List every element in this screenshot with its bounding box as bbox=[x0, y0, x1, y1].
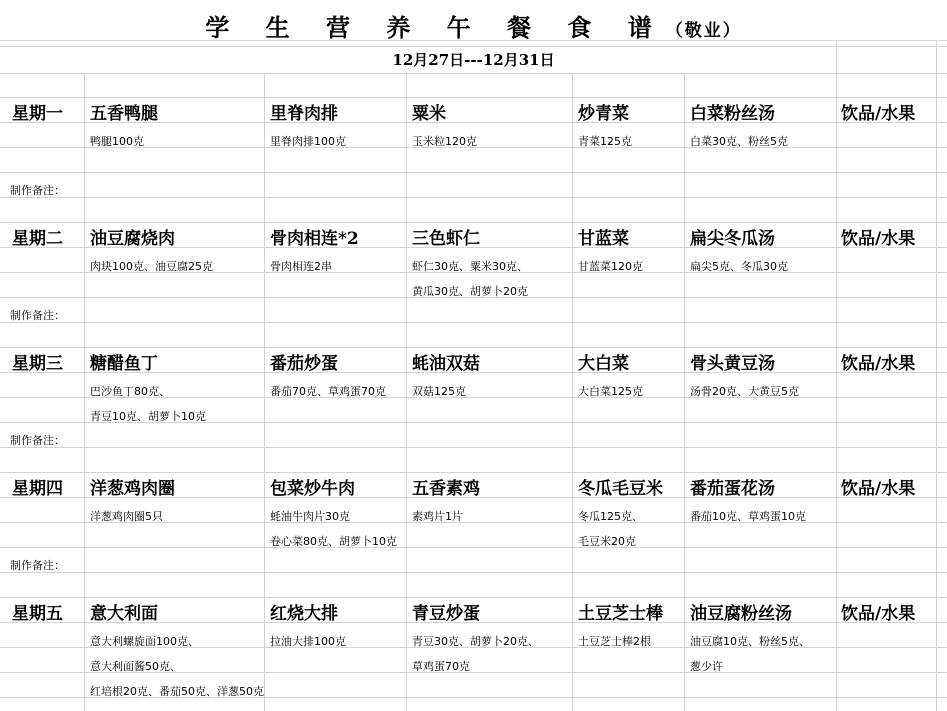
dish-ingredients: 骨肉相连2串 bbox=[270, 260, 332, 273]
day-label-thu: 星期四 bbox=[12, 479, 63, 499]
dish-ingredients: 青豆30克、胡萝卜20克、 bbox=[412, 635, 539, 648]
dish-name: 饮品/水果 bbox=[841, 354, 916, 374]
grid-line bbox=[84, 73, 85, 711]
grid-line bbox=[0, 97, 947, 98]
grid-line bbox=[0, 46, 947, 47]
dish-name: 油豆腐烧肉 bbox=[90, 229, 175, 249]
grid-line bbox=[0, 73, 947, 74]
dish-name: 扁尖冬瓜汤 bbox=[690, 229, 775, 249]
page-title bbox=[0, 8, 947, 43]
dish-name: 炒青菜 bbox=[578, 104, 629, 124]
grid-line bbox=[264, 73, 265, 711]
dish-ingredients: 素鸡片1片 bbox=[412, 510, 463, 523]
dish-ingredients: 青豆10克、胡萝卜10克 bbox=[90, 410, 206, 423]
production-note-label: 制作备注： bbox=[10, 559, 65, 572]
grid-line bbox=[684, 73, 685, 711]
dish-name: 饮品/水果 bbox=[841, 104, 916, 124]
dish-ingredients: 葱少许 bbox=[690, 660, 723, 673]
dish-ingredients: 巴沙鱼丁80克、 bbox=[90, 385, 170, 398]
grid-line bbox=[0, 597, 947, 598]
dish-name: 甘蓝菜 bbox=[578, 229, 629, 249]
dish-name: 粟米 bbox=[412, 104, 446, 124]
dish-name: 包菜炒牛肉 bbox=[270, 479, 355, 499]
dish-ingredients: 油豆腐10克、粉丝5克、 bbox=[690, 635, 810, 648]
dish-ingredients: 意大利螺旋面100克、 bbox=[90, 635, 199, 648]
title-subtitle: （敬业） bbox=[665, 21, 742, 41]
grid-line bbox=[0, 322, 947, 323]
dish-ingredients: 红培根20克、番茄50克、洋葱50克 bbox=[90, 685, 264, 698]
grid-line bbox=[0, 222, 947, 223]
dish-ingredients: 洋葱鸡肉圈5只 bbox=[90, 510, 163, 523]
dish-name: 糖醋鱼丁 bbox=[90, 354, 158, 374]
dish-ingredients: 草鸡蛋70克 bbox=[412, 660, 470, 673]
dish-name: 白菜粉丝汤 bbox=[690, 104, 775, 124]
dish-ingredients: 青菜125克 bbox=[578, 135, 632, 148]
dish-ingredients: 意大利面酱50克、 bbox=[90, 660, 181, 673]
dish-name: 洋葱鸡肉圈 bbox=[90, 479, 175, 499]
dish-name: 冬瓜毛豆米 bbox=[578, 479, 663, 499]
dish-ingredients: 鸭腿100克 bbox=[90, 135, 144, 148]
grid-line bbox=[0, 197, 947, 198]
dish-ingredients: 扁尖5克、冬瓜30克 bbox=[690, 260, 788, 273]
production-note-label: 制作备注： bbox=[10, 184, 65, 197]
dish-ingredients: 卷心菜80克、胡萝卜10克 bbox=[270, 535, 397, 548]
grid-line bbox=[836, 40, 837, 711]
grid-line bbox=[0, 547, 947, 548]
dish-name: 蚝油双菇 bbox=[412, 354, 480, 374]
day-label-fri: 星期五 bbox=[12, 604, 63, 624]
dish-ingredients: 毛豆米20克 bbox=[578, 535, 636, 548]
dish-name: 番茄炒蛋 bbox=[270, 354, 338, 374]
dish-name: 饮品/水果 bbox=[841, 229, 916, 249]
dish-ingredients: 里脊肉排100克 bbox=[270, 135, 346, 148]
grid-line bbox=[0, 447, 947, 448]
dish-ingredients: 白菜30克、粉丝5克 bbox=[690, 135, 788, 148]
day-label-wed: 星期三 bbox=[12, 354, 63, 374]
dish-name: 土豆芝士棒 bbox=[578, 604, 663, 624]
dish-ingredients: 汤骨20克、大黄豆5克 bbox=[690, 385, 799, 398]
dish-name: 五香鸭腿 bbox=[90, 104, 158, 124]
dish-ingredients: 双菇125克 bbox=[412, 385, 466, 398]
dish-name: 骨头黄豆汤 bbox=[690, 354, 775, 374]
dish-ingredients: 大白菜125克 bbox=[578, 385, 643, 398]
dish-name: 饮品/水果 bbox=[841, 604, 916, 624]
day-label-tue: 星期二 bbox=[12, 229, 63, 249]
dish-ingredients: 拉油大排100克 bbox=[270, 635, 346, 648]
dish-name: 三色虾仁 bbox=[412, 229, 480, 249]
production-note-label: 制作备注： bbox=[10, 434, 65, 447]
dish-ingredients: 黄瓜30克、胡萝卜20克 bbox=[412, 285, 528, 298]
dish-ingredients: 肉块100克、油豆腐25克 bbox=[90, 260, 213, 273]
dish-ingredients: 虾仁30克、粟米30克、 bbox=[412, 260, 528, 273]
dish-name: 里脊肉排 bbox=[270, 104, 338, 124]
dish-name: 饮品/水果 bbox=[841, 479, 916, 499]
grid-line bbox=[0, 472, 947, 473]
dish-name: 红烧大排 bbox=[270, 604, 338, 624]
dish-name: 骨肉相连*2 bbox=[270, 229, 359, 249]
dish-name: 五香素鸡 bbox=[412, 479, 480, 499]
dish-ingredients: 蚝油牛肉片30克 bbox=[270, 510, 350, 523]
dish-name: 油豆腐粉丝汤 bbox=[690, 604, 792, 624]
dish-ingredients: 土豆芝士棒2根 bbox=[578, 635, 651, 648]
date-range: 12月27日---12月31日 bbox=[392, 51, 555, 69]
dish-ingredients: 番茄10克、草鸡蛋10克 bbox=[690, 510, 806, 523]
dish-ingredients: 甘蓝菜120克 bbox=[578, 260, 643, 273]
grid-line bbox=[0, 347, 947, 348]
grid-line bbox=[936, 40, 937, 711]
grid-line bbox=[0, 172, 947, 173]
dish-name: 青豆炒蛋 bbox=[412, 604, 480, 624]
dish-name: 大白菜 bbox=[578, 354, 629, 374]
grid-line bbox=[406, 73, 407, 711]
production-note-label: 制作备注： bbox=[10, 309, 65, 322]
dish-name: 意大利面 bbox=[90, 604, 158, 624]
dish-name: 番茄蛋花汤 bbox=[690, 479, 775, 499]
grid-line bbox=[572, 73, 573, 711]
dish-ingredients: 冬瓜125克、 bbox=[578, 510, 643, 523]
title-text: 学 生 营 养 午 餐 食 谱 bbox=[205, 13, 666, 42]
grid-line bbox=[0, 572, 947, 573]
dish-ingredients: 番茄70克、草鸡蛋70克 bbox=[270, 385, 386, 398]
day-label-mon: 星期一 bbox=[12, 104, 63, 124]
dish-ingredients: 玉米粒120克 bbox=[412, 135, 477, 148]
